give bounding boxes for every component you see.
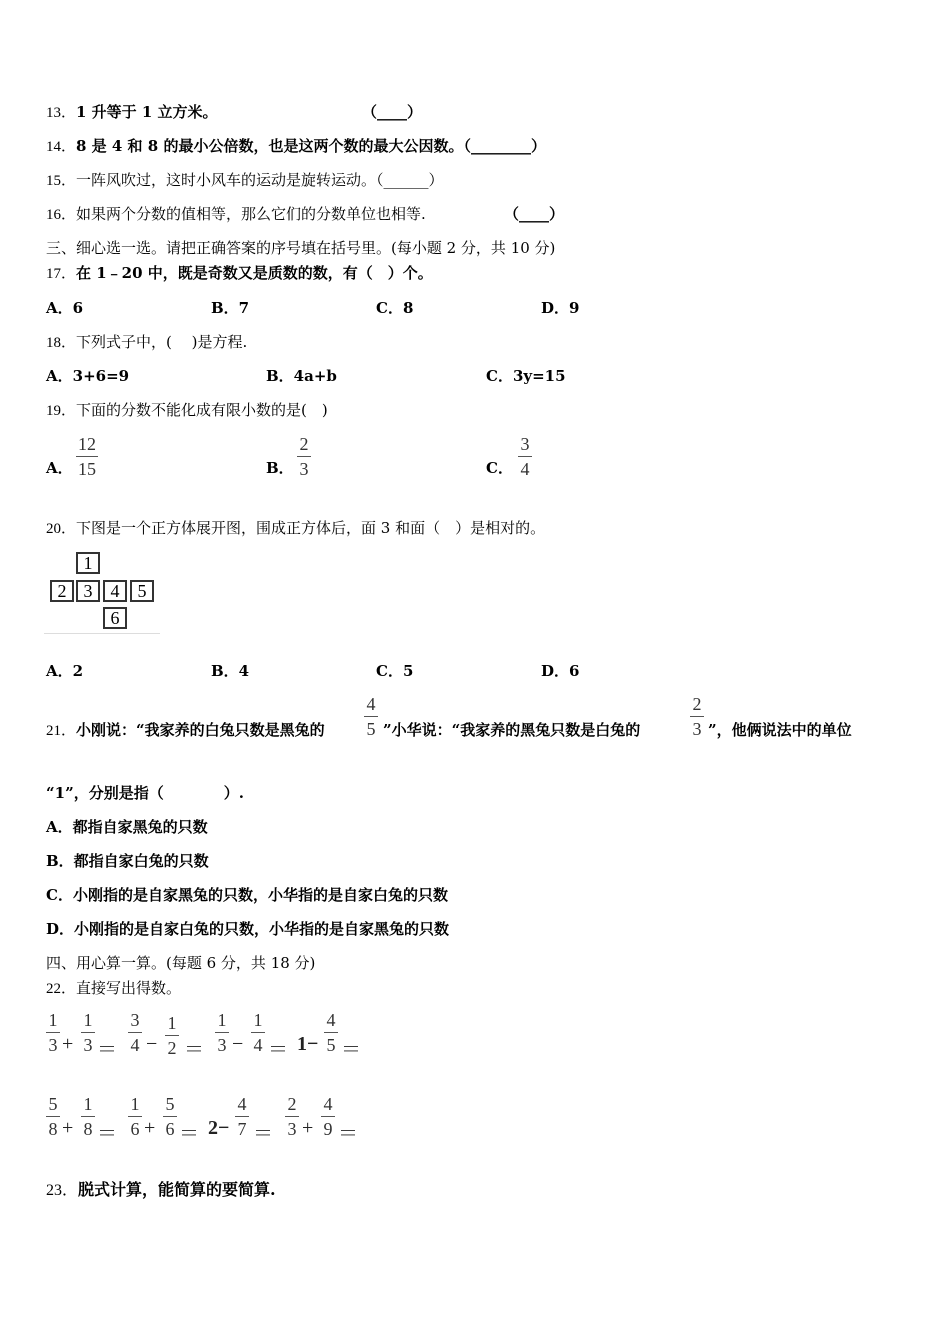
denominator: 3 <box>83 1035 93 1055</box>
calc-fraction <box>46 1010 60 1055</box>
option-d: D．小刚指的是自家白兔的只数，小华指的是自家黑兔的只数 <box>46 920 450 938</box>
question-13 <box>46 102 218 123</box>
denominator: 3 <box>692 719 702 739</box>
numerator: 5 <box>165 1094 175 1114</box>
calc-fraction <box>165 1013 179 1058</box>
calc-fraction <box>81 1094 95 1139</box>
denominator: 4 <box>130 1035 140 1055</box>
figure-baseline <box>44 633 160 634</box>
answer-blank: （____） <box>362 103 423 121</box>
denominator: 4 <box>253 1035 263 1055</box>
numerator: 4 <box>366 694 376 714</box>
numerator: 2 <box>692 694 702 714</box>
equals-sign: ＝ <box>97 1123 117 1145</box>
calc-fraction <box>46 1094 60 1139</box>
equals-sign: ＝ <box>97 1039 117 1061</box>
net-face-4: 4 <box>103 580 127 602</box>
denominator: 5 <box>326 1035 336 1055</box>
question-number: 15． <box>46 173 77 189</box>
calc-fraction <box>163 1094 177 1139</box>
numerator: 2 <box>299 434 309 454</box>
option-c-fraction <box>518 434 532 479</box>
question-23 <box>46 1180 276 1201</box>
question-text: 1 升等于 1 立方米。 <box>76 103 218 121</box>
numerator: 1 <box>253 1010 263 1030</box>
denominator: 4 <box>520 459 530 479</box>
question-text: 下图是一个正方体展开图，围成正方体后，面 3 和面（ ）是相对的。 <box>76 519 546 537</box>
fraction-2-3 <box>690 694 704 739</box>
question-15 <box>46 170 444 191</box>
option-b: B．7 <box>211 299 250 317</box>
question-16 <box>46 204 426 225</box>
calc-fraction <box>235 1094 249 1139</box>
equals-sign: ＝ <box>253 1123 273 1145</box>
question-22 <box>46 978 181 999</box>
whole-number-minus: 1− <box>297 1033 319 1055</box>
option-b: B．4 <box>211 662 250 680</box>
operator: − <box>232 1033 244 1055</box>
question-number: 22． <box>46 981 77 997</box>
calc-fraction <box>81 1010 95 1055</box>
numerator: 5 <box>48 1094 58 1114</box>
fraction-4-5 <box>364 694 378 739</box>
denominator: 15 <box>78 459 96 479</box>
option-a: A．6 <box>46 299 84 317</box>
option-b-fraction <box>297 434 311 479</box>
question-20 <box>46 518 545 539</box>
calc-fraction <box>128 1010 142 1055</box>
whole-number-minus: 2− <box>208 1117 230 1139</box>
option-c: C．5 <box>376 662 414 680</box>
question-number: 23． <box>46 1182 79 1199</box>
option-d: D．9 <box>541 299 580 317</box>
option-a: A．都指自家黑兔的只数 <box>46 818 208 836</box>
denominator: 6 <box>130 1119 140 1139</box>
question-17 <box>46 263 433 284</box>
cube-net-figure <box>44 550 160 634</box>
question-text: 下列式子中，( )是方程. <box>76 333 248 351</box>
numerator: 12 <box>78 434 96 454</box>
question-number: 16． <box>46 207 77 223</box>
equals-sign: ＝ <box>179 1123 199 1145</box>
question-number: 19． <box>46 403 77 419</box>
net-face-3: 3 <box>76 580 100 602</box>
option-b-label: B． <box>266 459 294 477</box>
operator: + <box>144 1117 156 1139</box>
numerator: 3 <box>520 434 530 454</box>
numerator: 4 <box>237 1094 247 1114</box>
numerator: 4 <box>326 1010 336 1030</box>
question-text-line2: “1”，分别是指（ ）. <box>46 784 244 802</box>
net-face-2: 2 <box>50 580 74 602</box>
calc-fraction <box>128 1094 142 1139</box>
option-c: C．3y=15 <box>486 367 566 385</box>
option-c: C．小刚指的是自家黑兔的只数，小华指的是自家白兔的只数 <box>46 886 448 904</box>
question-text-part1: 小刚说：“我家养的白兔只数是黑兔的 <box>76 721 325 739</box>
option-a-label: A． <box>46 459 73 477</box>
numerator: 1 <box>217 1010 227 1030</box>
numerator: 3 <box>130 1010 140 1030</box>
option-c: C．8 <box>376 299 414 317</box>
numerator: 1 <box>48 1010 58 1030</box>
answer-blank: （____） <box>504 205 565 223</box>
option-d: D．6 <box>541 662 580 680</box>
numerator: 1 <box>83 1010 93 1030</box>
equals-sign: ＝ <box>184 1039 204 1061</box>
question-21 <box>46 720 325 741</box>
question-number: 14． <box>46 139 77 155</box>
calc-fraction <box>285 1094 299 1139</box>
denominator: 3 <box>48 1035 58 1055</box>
question-number: 17． <box>46 266 77 282</box>
numerator: 1 <box>167 1013 177 1033</box>
question-number: 13． <box>46 105 77 121</box>
question-text: 下面的分数不能化成有限小数的是( ) <box>76 401 328 419</box>
calc-fraction <box>324 1010 338 1055</box>
section-3-heading: 三、细心选一选。请把正确答案的序号填在括号里。(每小题 2 分，共 10 分) <box>46 239 556 257</box>
denominator: 3 <box>287 1119 297 1139</box>
equals-sign: ＝ <box>341 1039 361 1061</box>
operator: + <box>62 1117 74 1139</box>
question-number: 18． <box>46 335 77 351</box>
numerator: 1 <box>83 1094 93 1114</box>
numerator: 1 <box>130 1094 140 1114</box>
question-number: 21． <box>46 723 77 739</box>
question-text: 脱式计算，能简算的要简算. <box>78 1180 276 1199</box>
option-a-fraction <box>76 434 98 479</box>
option-b: B．4a+b <box>266 367 337 385</box>
denominator: 8 <box>83 1119 93 1139</box>
numerator: 4 <box>323 1094 333 1114</box>
denominator: 7 <box>237 1119 247 1139</box>
question-14 <box>46 136 546 157</box>
section-4-heading: 四、用心算一算。(每题 6 分，共 18 分) <box>46 954 316 972</box>
denominator: 3 <box>299 459 309 479</box>
denominator: 6 <box>165 1119 175 1139</box>
denominator: 3 <box>217 1035 227 1055</box>
operator: − <box>146 1033 158 1055</box>
denominator: 2 <box>167 1038 177 1058</box>
denominator: 9 <box>323 1119 333 1139</box>
question-18 <box>46 332 247 353</box>
numerator: 2 <box>287 1094 297 1114</box>
denominator: 8 <box>48 1119 58 1139</box>
option-a: A．3+6=9 <box>46 367 130 385</box>
question-text-part3: ”，他俩说法中的单位 <box>708 721 852 739</box>
calc-fraction <box>321 1094 335 1139</box>
calc-fraction <box>251 1010 265 1055</box>
net-face-6: 6 <box>103 607 127 629</box>
calc-fraction <box>215 1010 229 1055</box>
question-number: 20． <box>46 521 77 537</box>
net-face-5: 5 <box>130 580 154 602</box>
question-text: 在 1﹣20 中，既是奇数又是质数的数，有（ ）个。 <box>76 264 433 282</box>
operator: + <box>62 1033 74 1055</box>
option-c-label: C． <box>486 459 513 477</box>
equals-sign: ＝ <box>268 1039 288 1061</box>
question-19 <box>46 400 328 421</box>
equals-sign: ＝ <box>338 1123 358 1145</box>
option-b: B．都指自家白兔的只数 <box>46 852 209 870</box>
question-text-part2: ”小华说：“我家养的黑兔只数是白兔的 <box>383 721 641 739</box>
option-a: A．2 <box>46 662 84 680</box>
question-text: 直接写出得数。 <box>76 979 182 997</box>
question-text: 8 是 4 和 8 的最小公倍数，也是这两个数的最大公因数。（________） <box>76 137 546 155</box>
question-text: 如果两个分数的值相等，那么它们的分数单位也相等. <box>76 205 426 223</box>
question-text: 一阵风吹过，这时小风车的运动是旋转运动。（______） <box>76 171 444 189</box>
denominator: 5 <box>366 719 376 739</box>
net-face-1: 1 <box>76 552 100 574</box>
operator: + <box>302 1117 314 1139</box>
